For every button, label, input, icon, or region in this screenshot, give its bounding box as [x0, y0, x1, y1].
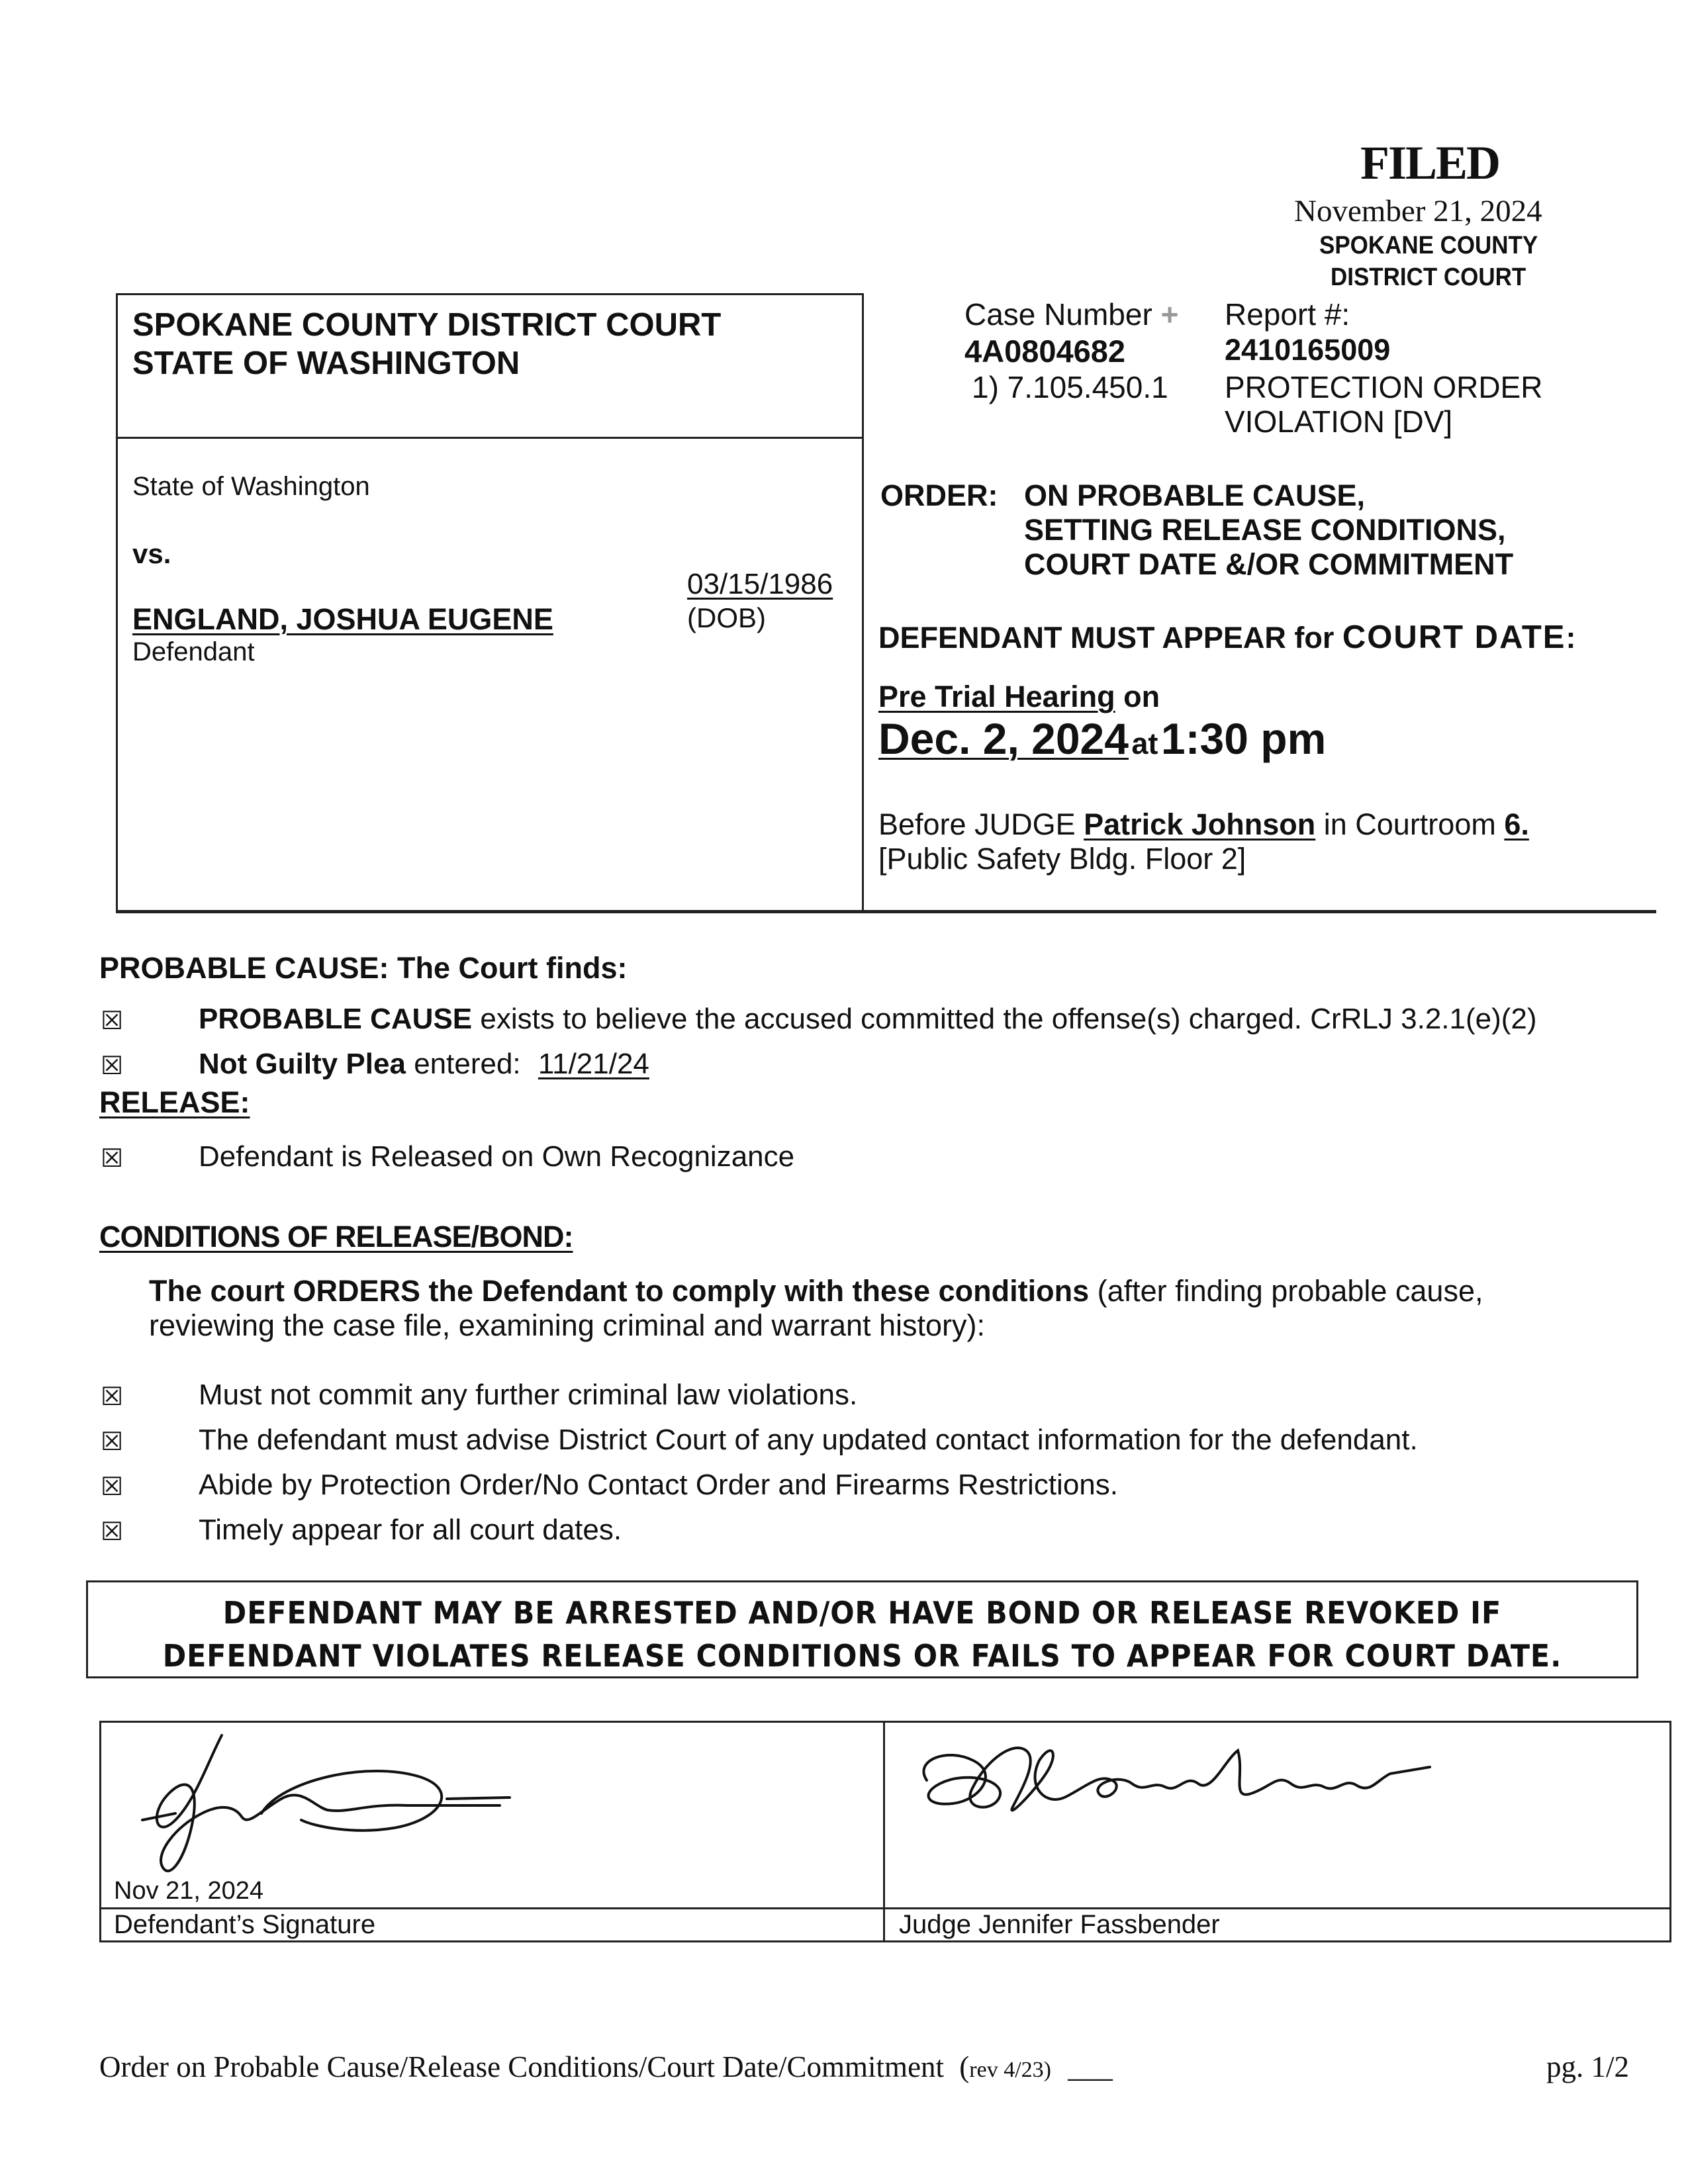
conditions-intro-line2: reviewing the case file, examining criminal and warrant history): — [149, 1308, 986, 1342]
hearing-type-line — [878, 680, 1160, 714]
plaintiff: State of Washington — [132, 472, 370, 501]
courtroom-number: 6. — [1504, 807, 1529, 841]
checkbox-probable-cause[interactable]: ☒ — [101, 1007, 124, 1035]
checkbox-not-guilty-plea[interactable]: ☒ — [101, 1052, 124, 1080]
report-number: 2410165009 — [1225, 333, 1391, 367]
before-judge: Before JUDGE — [878, 807, 1076, 841]
condition-item: Abide by Protection Order/No Contact Order and Firearms Restrictions. — [199, 1469, 1118, 1501]
footer-rev-open: ( — [959, 2050, 970, 2083]
judge-line — [878, 807, 1529, 842]
not-guilty-plea — [199, 1048, 649, 1081]
hearing-at: at — [1131, 727, 1158, 760]
report-label: Report #: — [1225, 297, 1350, 332]
hearing-date: Dec. 2, 2024 — [878, 714, 1129, 763]
order-label: ORDER: — [880, 478, 998, 512]
dob-label: (DOB) — [687, 602, 766, 633]
parties-box — [116, 437, 864, 913]
checkbox-release-own-recognizance[interactable]: ☒ — [101, 1145, 124, 1173]
probable-cause-finding — [199, 1003, 1537, 1036]
footer-rev: rev 4/23) — [969, 2058, 1051, 2082]
appear-notice-text: DEFENDANT MUST APPEAR for — [878, 621, 1335, 655]
appear-notice-emph: COURT DATE — [1342, 619, 1566, 655]
footer-title: Order on Probable Cause/Release Conditions/Court Date/Commitment — [99, 2050, 945, 2083]
defendant-signature-label: Defendant’s Signature — [114, 1910, 376, 1939]
hearing-location: [Public Safety Bldg. Floor 2] — [878, 842, 1246, 876]
charge-description-line1: PROTECTION ORDER — [1225, 370, 1543, 404]
footer-blank: ___ — [1068, 2050, 1113, 2083]
charge-description-line2: VIOLATION [DV] — [1225, 404, 1453, 439]
not-guilty-plea-bold: Not Guilty Plea — [199, 1048, 406, 1080]
release-own-recognizance: Defendant is Released on Own Recognizance — [199, 1140, 795, 1173]
filed-stamp-court-line2: DISTRICT COURT — [1331, 263, 1526, 291]
page-number: pg. 1/2 — [1546, 2050, 1630, 2083]
filed-stamp-date: November 21, 2024 — [1294, 194, 1542, 228]
defendant-name: ENGLAND, JOSHUA EUGENE — [132, 602, 553, 636]
probable-cause-heading: PROBABLE CAUSE: The Court finds: — [99, 951, 628, 985]
warning-line2: DEFENDANT VIOLATES RELEASE CONDITIONS OR FAILS TO APPEAR FOR COURT DATE. — [162, 1638, 1562, 1674]
footer-form-title — [99, 2050, 1113, 2084]
header-bottom-rule — [116, 910, 1656, 913]
checkbox-condition-4[interactable]: ☒ — [101, 1518, 124, 1546]
hearing-type: Pre Trial Hearing — [878, 680, 1115, 713]
case-number-plus: + — [1160, 297, 1179, 332]
case-number-label — [964, 296, 1178, 332]
not-guilty-plea-text: entered: — [414, 1048, 521, 1080]
defendant-signature — [129, 1721, 526, 1880]
case-number-label-text: Case Number — [964, 297, 1152, 332]
in-courtroom: in Courtroom — [1323, 807, 1496, 841]
probable-cause-bold: PROBABLE CAUSE — [199, 1003, 473, 1035]
order-line1: ON PROBABLE CAUSE, — [1024, 478, 1366, 512]
versus: vs. — [132, 538, 171, 569]
signature-label-rule — [99, 1907, 1671, 1909]
not-guilty-plea-date: 11/21/24 — [538, 1048, 649, 1080]
filed-stamp-title: FILED — [1360, 136, 1500, 189]
condition-item: Must not commit any further criminal law violations. — [199, 1379, 858, 1411]
checkbox-condition-3[interactable]: ☒ — [101, 1473, 124, 1501]
appear-notice-colon: : — [1566, 621, 1576, 655]
charge-code: 1) 7.105.450.1 — [972, 370, 1168, 404]
release-heading: RELEASE: — [99, 1085, 250, 1119]
hearing-judge: Patrick Johnson — [1084, 807, 1316, 841]
probable-cause-text: exists to believe the accused committed the offense(s) charged. CrRLJ 3.2.1(e)(2) — [480, 1003, 1537, 1035]
judge-signature-label: Judge Jennifer Fassbender — [899, 1910, 1220, 1939]
conditions-intro — [149, 1274, 1483, 1308]
order-line3: COURT DATE &/OR COMMITMENT — [1024, 547, 1514, 581]
conditions-intro-bold: The court ORDERS the Defendant to comply with these conditions — [149, 1274, 1090, 1308]
order-line2: SETTING RELEASE CONDITIONS, — [1024, 513, 1506, 547]
hearing-on: on — [1123, 680, 1160, 713]
hearing-time: 1:30 pm — [1160, 714, 1327, 763]
checkbox-condition-1[interactable]: ☒ — [101, 1383, 124, 1411]
condition-item: Timely appear for all court dates. — [199, 1514, 622, 1546]
condition-item: The defendant must advise District Court of any updated contact information for the defendant. — [199, 1424, 1418, 1456]
hearing-datetime — [878, 713, 1326, 764]
conditions-heading: CONDITIONS OF RELEASE/BOND: — [99, 1220, 573, 1253]
filed-stamp-court-line1: SPOKANE COUNTY — [1319, 232, 1538, 259]
case-number: 4A0804682 — [964, 334, 1126, 369]
defendant-dob: 03/15/1986 — [687, 568, 833, 600]
court-state: STATE OF WASHINGTON — [132, 345, 520, 381]
checkbox-condition-2[interactable]: ☒ — [101, 1428, 124, 1456]
court-name: SPOKANE COUNTY DISTRICT COURT — [132, 307, 722, 343]
warning-line1: DEFENDANT MAY BE ARRESTED AND/OR HAVE BOND OR RELEASE REVOKED IF — [222, 1595, 1502, 1631]
judge-signature — [900, 1721, 1443, 1840]
conditions-intro-text1: (after finding probable cause, — [1097, 1274, 1483, 1308]
defendant-signature-date: Nov 21, 2024 — [114, 1877, 264, 1905]
appear-notice — [878, 619, 1575, 656]
defendant-role: Defendant — [132, 637, 255, 666]
